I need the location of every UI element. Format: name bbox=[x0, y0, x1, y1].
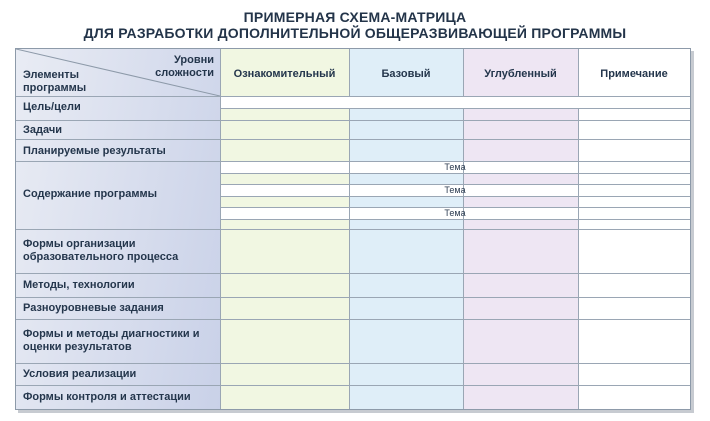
goals-merged-cell bbox=[220, 96, 690, 108]
row-label-results: Планируемые результаты bbox=[23, 145, 166, 157]
row-label-forms: Формы организации образовательного процесса bbox=[23, 238, 179, 263]
divider bbox=[16, 96, 690, 97]
divider bbox=[16, 385, 690, 386]
row-label-tasks-levels: Разноуровневые задания bbox=[23, 302, 164, 314]
row-label-methods: Методы, технологии bbox=[23, 279, 135, 291]
levels-header: Уровни сложности bbox=[155, 54, 214, 79]
column-header-advanced: Углубленный bbox=[484, 68, 557, 80]
divider bbox=[16, 319, 690, 320]
divider bbox=[16, 120, 690, 121]
row-label-tasks: Задачи bbox=[23, 124, 62, 136]
topic-label: Тема bbox=[444, 185, 466, 195]
topic-label: Тема bbox=[444, 162, 466, 172]
row-label-conditions: Условия реализации bbox=[23, 368, 137, 380]
column-header-basic: Базовый bbox=[381, 68, 431, 80]
column-header-notes: Примечание bbox=[600, 68, 668, 80]
divider bbox=[220, 196, 690, 197]
topic-label: Тема bbox=[444, 208, 466, 218]
row-label-control: Формы контроля и аттестации bbox=[23, 391, 191, 403]
divider bbox=[220, 108, 690, 109]
divider bbox=[16, 297, 690, 298]
divider bbox=[16, 229, 690, 230]
row-label-diagnostics: Формы и методы диагностики и оценки результатов bbox=[23, 328, 200, 353]
row-label-goals: Цель/цели bbox=[23, 101, 81, 113]
divider bbox=[220, 173, 690, 174]
matrix-table bbox=[15, 48, 691, 410]
page-title-line-2: ДЛЯ РАЗРАБОТКИ ДОПОЛНИТЕЛЬНОЙ ОБЩЕРАЗВИВАЮЩЕЙ ПРОГРАММЫ bbox=[83, 25, 627, 41]
column-header-intro: Ознакомительный bbox=[233, 68, 336, 80]
divider bbox=[16, 273, 690, 274]
elements-header: Элементы программы bbox=[23, 69, 87, 94]
divider bbox=[16, 139, 690, 140]
divider bbox=[220, 219, 690, 220]
row-label-content: Содержание программы bbox=[23, 188, 157, 200]
page-title-line-1: ПРИМЕРНАЯ СХЕМА-МАТРИЦА bbox=[243, 9, 467, 25]
divider bbox=[16, 363, 690, 364]
